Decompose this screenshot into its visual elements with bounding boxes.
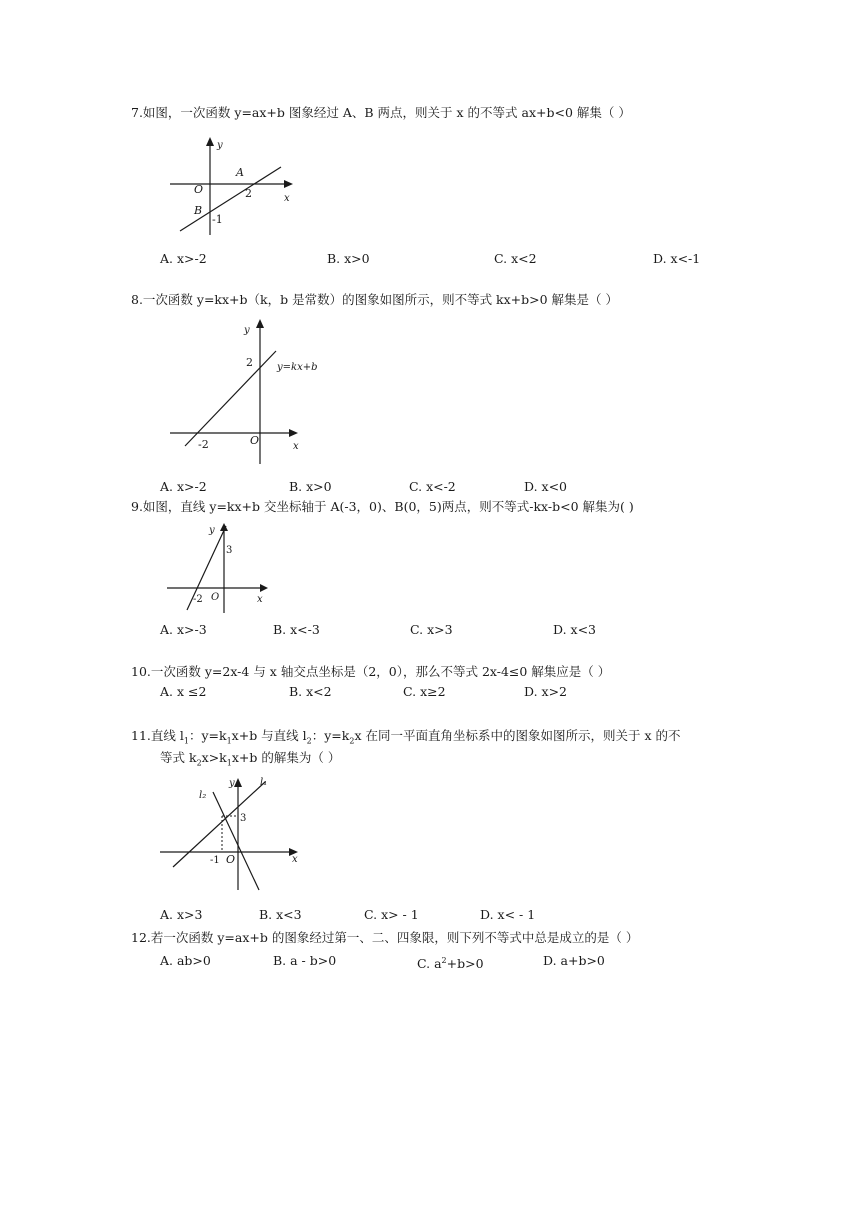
- question-7-graph: [160, 135, 310, 245]
- y-axis-arrow: [234, 778, 242, 787]
- q12-option-c: [417, 953, 484, 972]
- question-10-text: 10.一次函数 y=2x-4 与 x 轴交点坐标是（2，0），那么不等式 2x-4≤0 解集应是（ ）: [131, 664, 611, 679]
- q9-option-d: D. x<3: [553, 622, 596, 637]
- q10-option-c: C. x≥2: [403, 684, 446, 699]
- q11-text-part: 11.直线 l: [131, 728, 184, 743]
- q7-option-c: C. x<2: [494, 251, 537, 266]
- q11-text-part: ：y=k: [188, 728, 227, 743]
- q8-option-c: C. x<-2: [409, 479, 456, 494]
- x-label: x: [292, 854, 298, 865]
- q9-option-a: A. x>-3: [160, 622, 207, 637]
- q11-text-part: 等式 k: [160, 750, 197, 765]
- q12-option-c-prefix: C. a: [417, 956, 442, 972]
- line-l2-label: l₂: [199, 790, 207, 801]
- q11-text-part: x+b 与直线 l: [231, 728, 307, 743]
- q11-subscript: 2: [306, 736, 312, 746]
- q8-option-b: B. x>0: [289, 479, 332, 494]
- origin-label: O: [226, 853, 236, 866]
- y-axis-arrow: [256, 319, 264, 328]
- q7-option-b: B. x>0: [327, 251, 370, 266]
- origin-label: O: [250, 434, 260, 447]
- x-axis-arrow: [284, 180, 293, 188]
- q10-option-d: D. x>2: [524, 684, 567, 699]
- q11-subscript: 1: [226, 758, 232, 768]
- q11-text-part: ：y=k: [311, 728, 350, 743]
- q8-option-a: A. x>-2: [160, 479, 207, 494]
- y-label: y: [229, 778, 235, 789]
- graph-line: [185, 351, 276, 446]
- graph-line: [180, 167, 281, 231]
- y-label: y: [217, 140, 223, 151]
- question-11-text-line2: [160, 750, 340, 772]
- q12-option-c-superscript: 2: [441, 956, 447, 965]
- question-11-text-line1: [131, 728, 681, 750]
- tick-3-label: 3: [226, 545, 233, 556]
- origin-label: O: [194, 183, 204, 196]
- line-l1-label: l₁: [260, 777, 268, 788]
- y-axis-arrow: [206, 137, 214, 146]
- q10-option-a: A. x ≤2: [160, 684, 207, 699]
- question-12-text: 12.若一次函数 y=ax+b 的图象经过第一、二、四象限，则下列不等式中总是成立的是（ ）: [131, 930, 639, 945]
- tick-3-label: 3: [240, 813, 247, 824]
- tick-neg2-label: -2: [193, 594, 203, 605]
- q7-option-a: A. x>-2: [160, 251, 207, 266]
- x-axis-arrow: [260, 584, 268, 592]
- q12-option-b: B. a - b>0: [273, 953, 337, 968]
- q11-option-c: C. x> - 1: [364, 907, 419, 922]
- q12-option-a: A. ab>0: [160, 953, 211, 968]
- q9-option-b: B. x<-3: [273, 622, 320, 637]
- q11-text-part: x>k: [201, 750, 227, 765]
- x-axis-arrow: [289, 429, 298, 437]
- q11-subscript: 1: [226, 736, 232, 746]
- q11-option-b: B. x<3: [259, 907, 302, 922]
- q11-subscript: 2: [349, 736, 355, 746]
- q9-option-c: C. x>3: [410, 622, 453, 637]
- question-9-text: 9.如图，直线 y=kx+b 交坐标轴于 A(-3，0)、B(0，5)两点，则不等式-kx-b<0 解集为( ): [131, 499, 634, 514]
- point-b-label: B: [194, 204, 203, 217]
- tick-2-label: 2: [246, 356, 253, 369]
- x-label: x: [284, 193, 290, 204]
- q12-option-d: D. a+b>0: [543, 953, 605, 968]
- q11-option-a: A. x>3: [160, 907, 203, 922]
- tick-2-label: 2: [245, 187, 252, 200]
- point-a-label: A: [236, 166, 244, 179]
- tick-neg1-label: -1: [212, 213, 223, 226]
- question-8-text: 8.一次函数 y=kx+b（k，b 是常数）的图象如图所示，则不等式 kx+b>0 解集是（ ）: [131, 292, 619, 307]
- q10-option-b: B. x<2: [289, 684, 332, 699]
- q7-option-d: D. x<-1: [653, 251, 701, 266]
- line-equation-label: y=kx+b: [277, 362, 318, 373]
- q11-subscript: 2: [196, 758, 202, 768]
- q12-option-c-rest: +b>0: [446, 956, 484, 972]
- question-9-graph: [165, 520, 275, 615]
- y-label: y: [244, 325, 250, 336]
- q11-text-part: x 在同一平面直角坐标系中的图象如图所示，则关于 x 的不: [354, 728, 681, 743]
- q11-subscript: 1: [183, 736, 189, 746]
- question-8-graph: [165, 315, 340, 470]
- q8-option-d: D. x<0: [524, 479, 567, 494]
- question-11-graph: [158, 772, 308, 897]
- x-label: x: [257, 594, 263, 605]
- y-label: y: [209, 525, 215, 536]
- question-7-text: 7.如图，一次函数 y=ax+b 图象经过 A、B 两点，则关于 x 的不等式 ax+b<0 解集（ ）: [131, 105, 631, 120]
- q11-text-part: x+b 的解集为（ ）: [231, 750, 341, 765]
- origin-label: O: [211, 592, 220, 603]
- q11-option-d: D. x< - 1: [480, 907, 536, 922]
- tick-neg2-label: -2: [198, 438, 209, 451]
- line-l2: [213, 792, 259, 890]
- tick-neg1-label: -1: [210, 855, 220, 866]
- x-label: x: [293, 441, 299, 452]
